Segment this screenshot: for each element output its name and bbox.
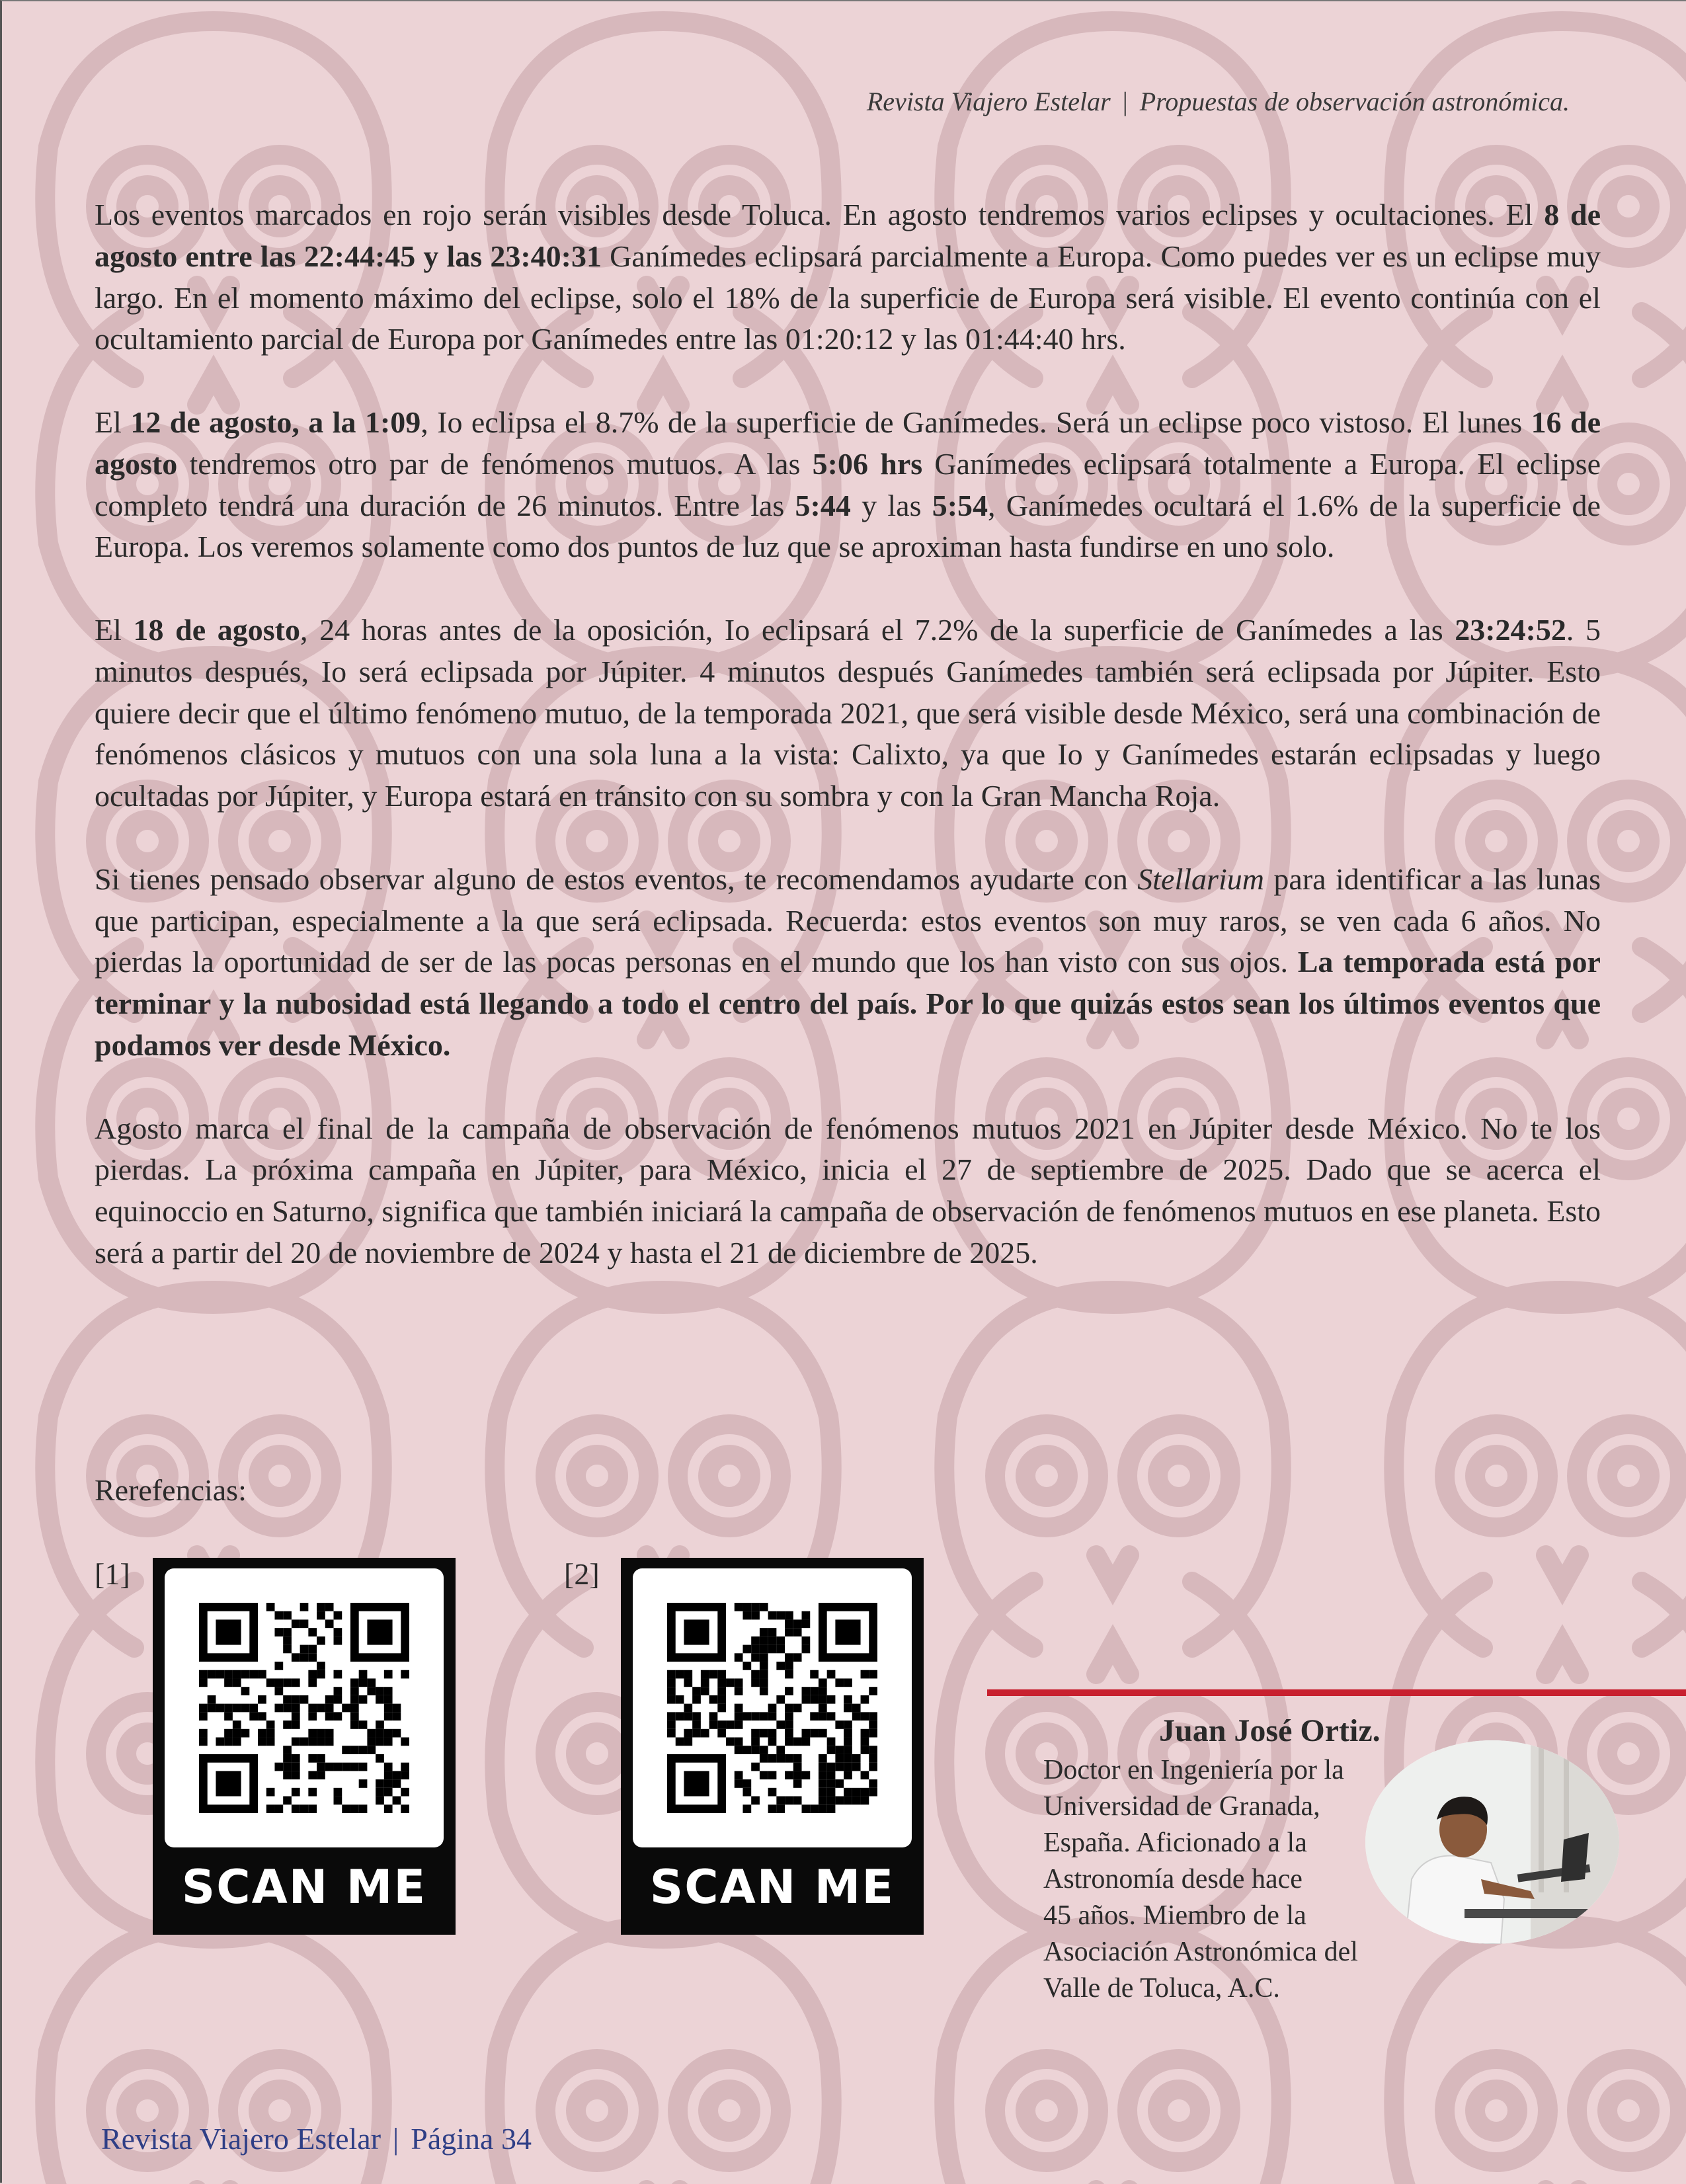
qr-card-1[interactable] <box>153 1558 456 1935</box>
paragraph-3 <box>95 610 1601 817</box>
qr-code-frame <box>633 1568 912 1847</box>
text-run: , 24 horas antes de la oposición, Io eclipsará el 7.2% de la superficie de Ganímedes a las <box>300 612 1455 647</box>
bold-text: 23:24:52 <box>1455 612 1566 647</box>
text-run: , Io eclipsa el 8.7% de la superficie de Ganímedes. Será un eclipse poco vistoso. El lunes <box>421 405 1531 439</box>
bold-text: 18 de agosto <box>133 612 300 647</box>
author-bio-line: Asociación Astronómica del <box>1043 1937 1358 1967</box>
bold-text: 12 de agosto, a la 1:09 <box>130 405 421 439</box>
author-bio-line: Astronomía desde hace <box>1043 1864 1303 1894</box>
text-run: El <box>95 405 131 439</box>
author-bio-line: Doctor en Ingeniería por la <box>1043 1755 1344 1785</box>
bold-text: 8 de agosto entre las 22:44:45 y las 23:40:31 <box>95 198 1601 273</box>
article-body <box>95 194 1601 1316</box>
author-bio-line: Valle de Toluca, A.C. <box>1043 1973 1280 2003</box>
bold-text: 5:06 hrs <box>812 446 923 481</box>
paragraph-1 <box>95 194 1601 360</box>
header-section-title: Propuestas de observación astronómica. <box>1139 87 1570 116</box>
qr-code-icon <box>667 1603 877 1813</box>
author-bio <box>1043 1752 1411 2007</box>
author-bio-line: 45 años. Miembro de la <box>1043 1900 1306 1931</box>
author-bio-line: España. Aficionado a la <box>1043 1828 1307 1858</box>
author-photo <box>1365 1740 1619 1944</box>
scan-me-label: SCAN ME <box>649 1860 895 1914</box>
scan-me-label: SCAN ME <box>181 1860 427 1914</box>
bold-text: 5:44 <box>795 488 851 522</box>
author-bio-line: Universidad de Granada, <box>1043 1791 1320 1822</box>
bold-text: 5:54 <box>932 488 988 522</box>
header-separator: | <box>1122 87 1128 116</box>
paragraph-5 <box>95 1108 1601 1274</box>
italic-text: Stellarium <box>1137 862 1264 896</box>
text-run: para identificar a las lunas que participan, especialmente a la que será eclipsada. Recuerda: estos eventos son muy raros, se ven cada 6 años. No pierdas la oportunidad de ser de las pocas personas en el mundo que los han visto con sus ojos. <box>95 862 1601 979</box>
text-run: , Ganímedes ocultará el 1.6% de la superficie de Europa. Los veremos solamente como dos puntos de luz que se aproximan hasta fundirse en uno solo. <box>95 488 1601 564</box>
references-title: Rerefencias: <box>95 1473 247 1507</box>
qr-card-2[interactable] <box>621 1558 924 1935</box>
text-run: Ganímedes eclipsará parcialmente a Europa. Como puedes ver es un eclipse muy largo. En el momento máximo del eclipse, solo el 18% de la superficie de Europa será visible. El evento continúa con el ocultamiento parcial de Europa por Ganímedes entre las 01:20:12 y las 01:44:40 hrs. <box>95 239 1601 356</box>
footer-separator: | <box>393 2122 399 2156</box>
text-run: Ganímedes eclipsará totalmente a Europa. El eclipse completo tendrá una duración de 26 minutos. Entre las <box>95 446 1601 522</box>
bold-text: La temporada está por terminar y la nubosidad está llegando a todo el centro del país. Por lo que quizás estos sean los últimos eventos que podamos ver desde México. <box>95 945 1601 1062</box>
text-run: tendremos otro par de fenómenos mutuos. A las <box>177 446 813 481</box>
reference-number-1: [1] <box>95 1557 130 1591</box>
page-number: Página 34 <box>411 2122 532 2156</box>
page-footer <box>101 2121 532 2156</box>
author-photo-illustration <box>1365 1740 1619 1944</box>
paragraph-2 <box>95 402 1601 568</box>
author-divider-rule <box>987 1689 1686 1696</box>
text-run: y las <box>850 488 932 522</box>
text-run: Agosto marca el final de la campaña de observación de fenómenos mutuos 2021 en Júpiter desde México. No te los pierdas. La próxima campaña en Júpiter, para México, inicia el 27 de septiembre de 2025. Dado que se acerca el equinoccio en Saturno, significa que también iniciará la campaña de observación de fenómenos mutuos en ese planeta. Esto será a partir del 20 de noviembre de 2024 y hasta el 21 de diciembre de 2025. <box>95 1111 1601 1270</box>
text-run: Los eventos marcados en rojo serán visibles desde Toluca. En agosto tendremos varios eclipses y ocultaciones. El <box>95 198 1545 231</box>
qr-code-frame <box>165 1568 444 1847</box>
bold-text: 16 de agosto <box>95 405 1601 481</box>
footer-magazine-name: Revista Viajero Estelar <box>101 2122 381 2156</box>
header-magazine-name: Revista Viajero Estelar <box>866 87 1111 116</box>
text-run: Si tienes pensado observar alguno de estos eventos, te recomendamos ayudarte con <box>95 862 1138 896</box>
text-run: El <box>95 612 134 647</box>
running-header <box>867 86 1570 117</box>
paragraph-4 <box>95 859 1601 1067</box>
reference-number-2: [2] <box>564 1557 600 1591</box>
author-name: Juan José Ortiz. <box>1159 1713 1381 1748</box>
qr-code-icon <box>199 1603 409 1813</box>
text-run: . 5 minutos después, Io será eclipsada por Júpiter. 4 minutos después Ganímedes también será eclipsada por Júpiter. Esto quiere decir que el último fenómeno mutuo, de la temporada 2021, que será visible desde México, será una combinación de fenómenos clásicos y mutuos con una sola luna a la vista: Calixto, ya que Io y Ganímedes estarán eclipsadas y luego ocultadas por Júpiter, y Europa estará en tránsito con su sombra y con la Gran Mancha Roja. <box>95 612 1601 813</box>
